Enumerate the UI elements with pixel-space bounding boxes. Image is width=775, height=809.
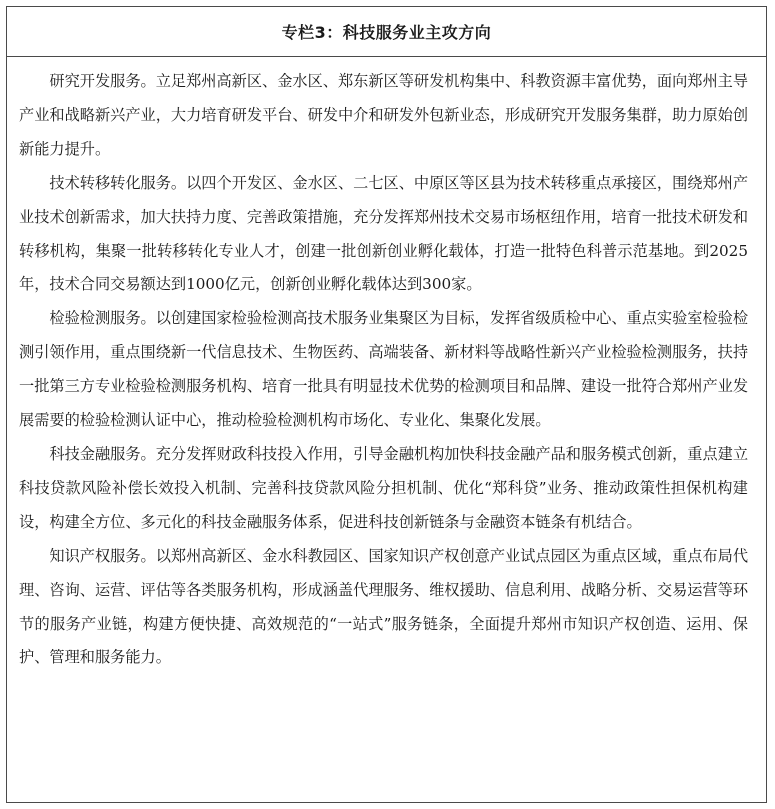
paragraph-intellectual-property: 知识产权服务。以郑州高新区、金水科教园区、国家知识产权创意产业试点园区为重点区域，重点布局代理、咨询、运营、评估等各类服务机构，形成涵盖代理服务、维权援助、信息利用、战略分析、交易运营等环节的服务产业链，构建方便快捷、高效规范的“一站式”服务链条，全面提升郑州市知识产权创造、运用、保护、管理和服务能力。 [19, 546, 749, 667]
box-title: 专栏3：科技服务业主攻方向 [281, 23, 492, 42]
box-header [7, 7, 766, 57]
feature-box [6, 6, 767, 803]
paragraph-rd-services: 研究开发服务。立足郑州高新区、金水区、郑东新区等研发机构集中、科教资源丰富优势，面向郑州主导产业和战略新兴产业，大力培育研发平台、研发中介和研发外包新业态，形成研究开发服务集群，助力原始创新能力提升。 [19, 72, 749, 158]
paragraph-technology-transfer: 技术转移转化服务。以四个开发区、金水区、二七区、中原区等区县为技术转移重点承接区，围绕郑州产业技术创新需求，加大扶持力度、完善政策措施，充分发挥郑州技术交易市场枢纽作用，培育一批技术研发和转移机构，集聚一批转移转化专业人才，创建一批创新创业孵化载体，打造一批特色科普示范基地。到2025年，技术合同交易额达到1000亿元，创新创业孵化载体达到300家。 [19, 173, 749, 294]
paragraph-inspection-testing: 检验检测服务。以创建国家检验检测高技术服务业集聚区为目标，发挥省级质检中心、重点实验室检验检测引领作用，重点围绕新一代信息技术、生物医药、高端装备、新材料等战略性新兴产业检验检测服务，扶持一批第三方专业检验检测服务机构、培育一批具有明显技术优势的检测项目和品牌、建设一批符合郑州产业发展需要的检验检测认证中心，推动检验检测机构市场化、专业化、集聚化发展。 [19, 309, 749, 430]
paragraph-tech-finance: 科技金融服务。充分发挥财政科技投入作用，引导金融机构加快科技金融产品和服务模式创新，重点建立科技贷款风险补偿长效投入机制、完善科技贷款风险分担机制、优化“郑科贷”业务、推动政策性担保机构建设，构建全方位、多元化的科技金融服务体系，促进科技创新链条与金融资本链条有机结合。 [19, 444, 749, 531]
box-content [7, 57, 766, 675]
